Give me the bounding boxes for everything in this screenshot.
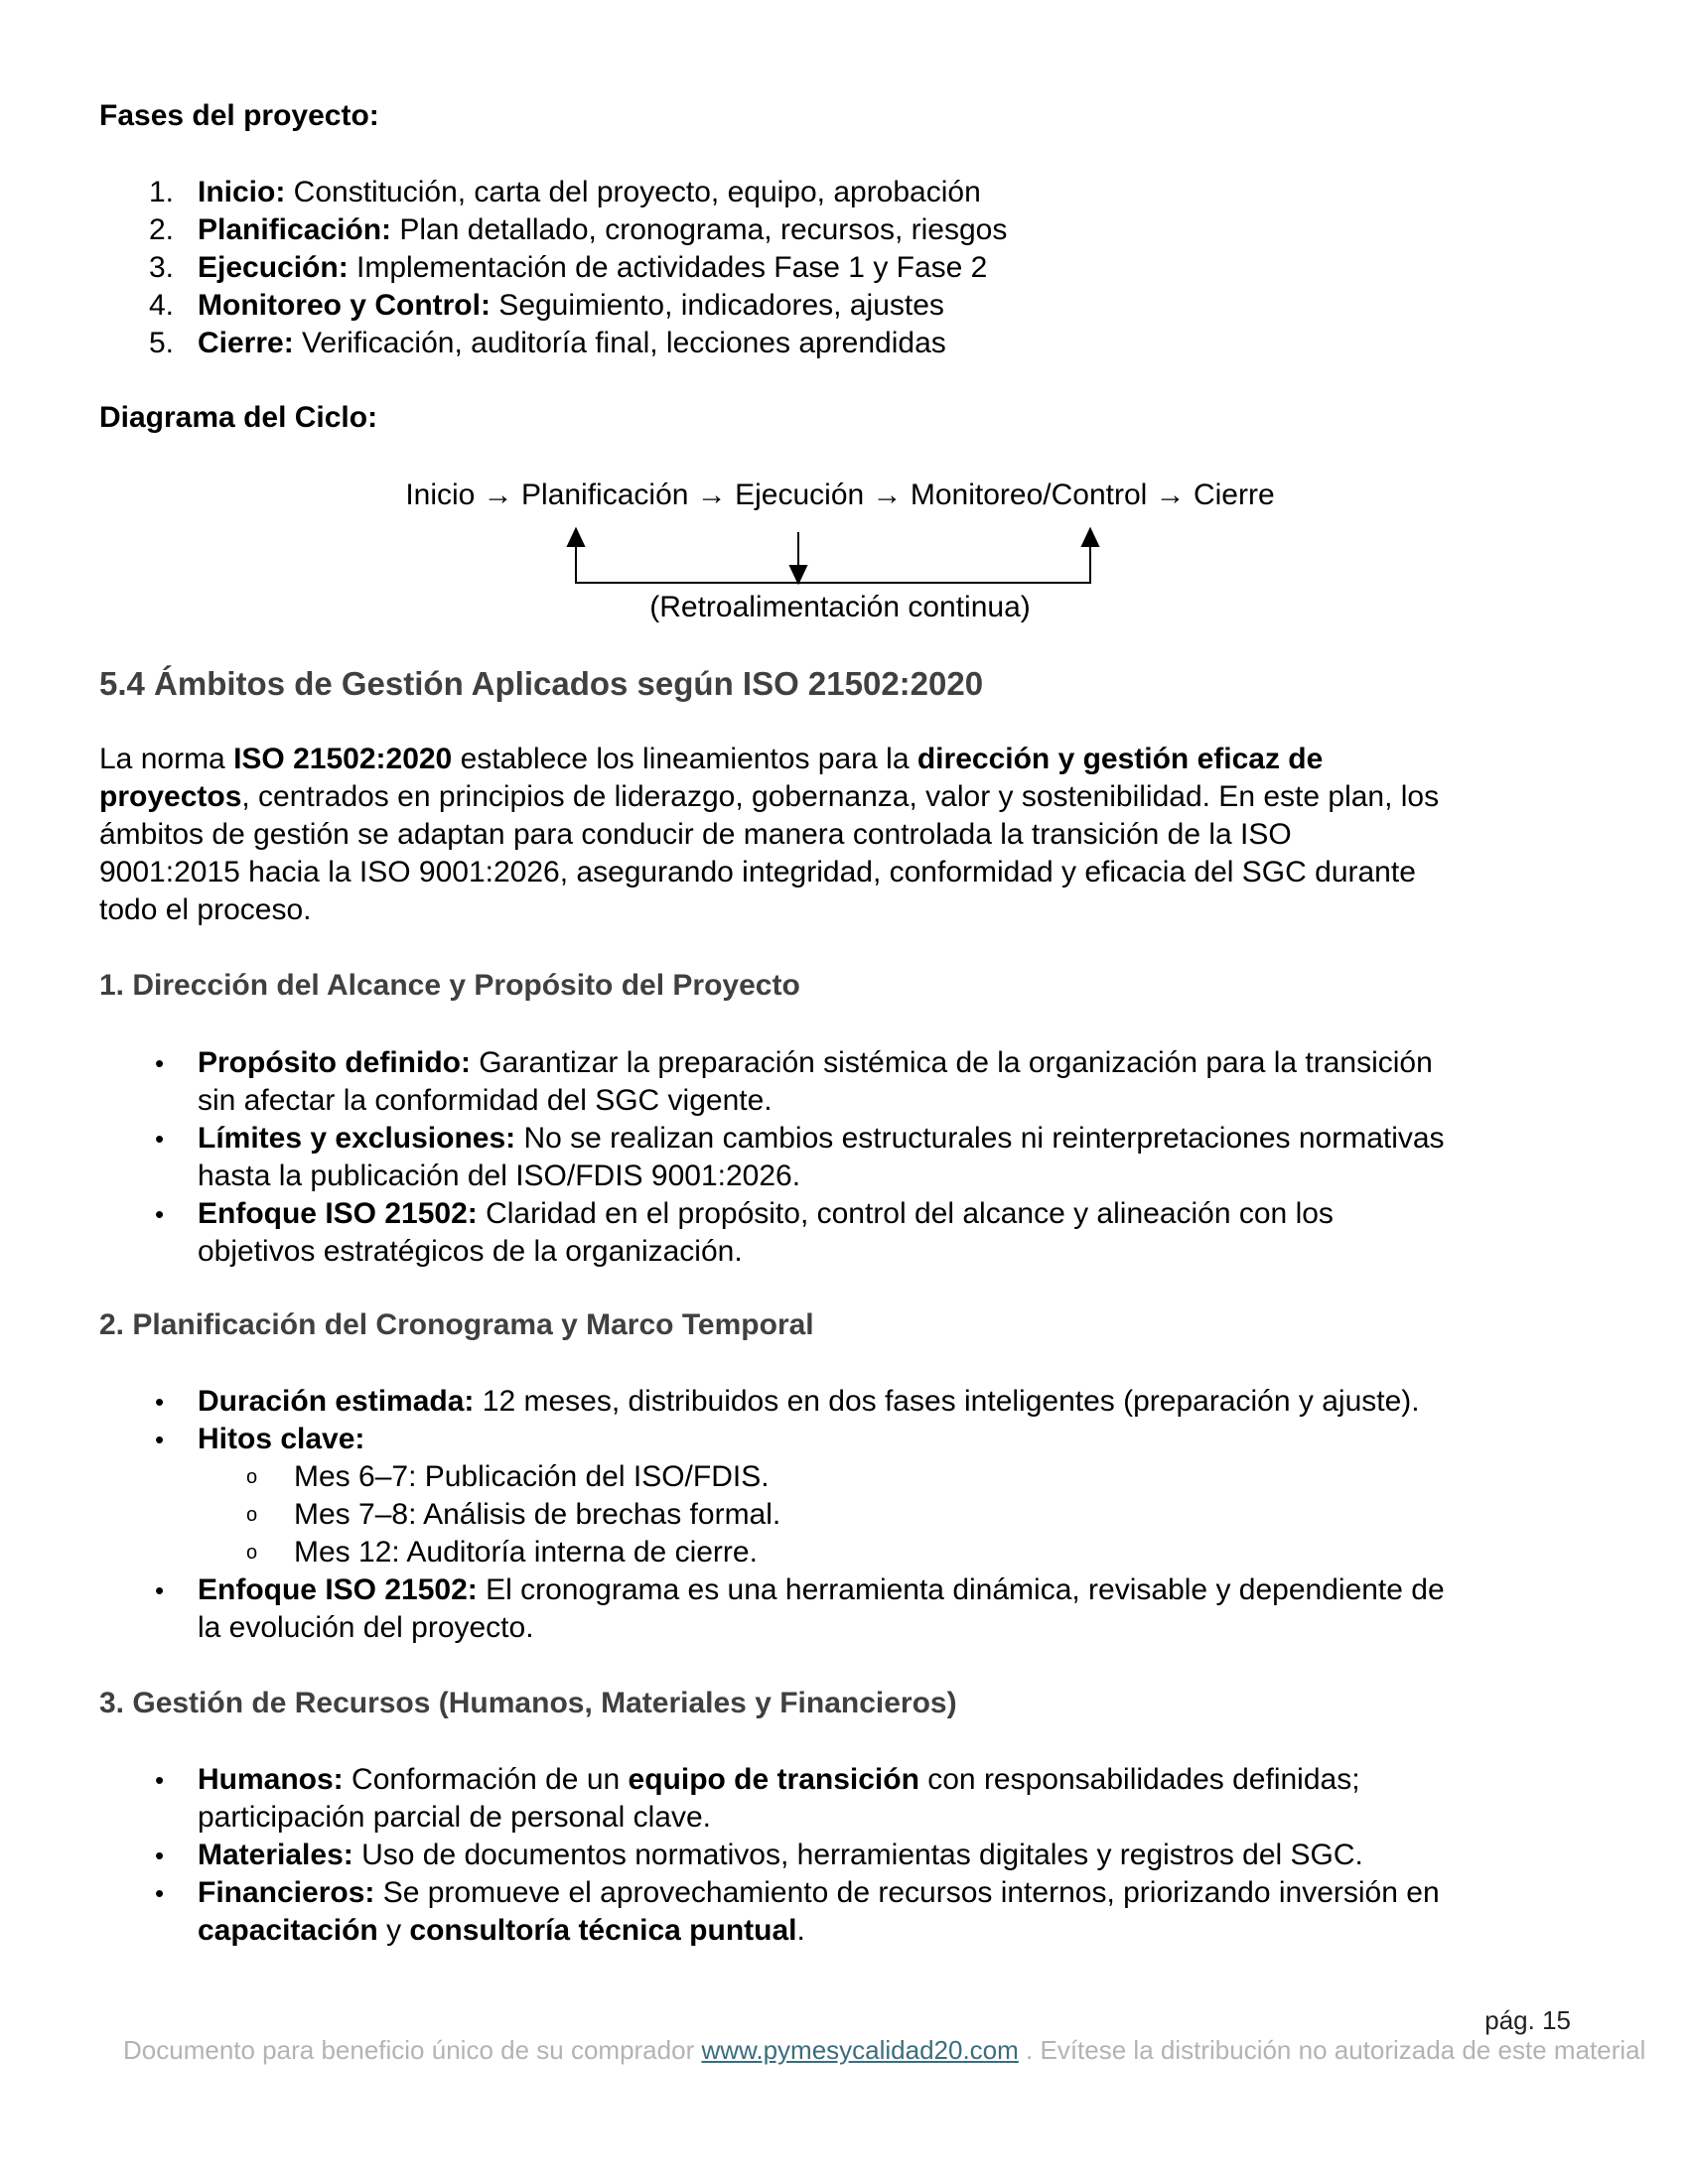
arrow-up-icon xyxy=(1082,529,1098,546)
circle-bullet-icon: o xyxy=(246,1504,258,1526)
arrow-up-icon xyxy=(568,529,584,546)
phase-label: Ejecución: xyxy=(198,251,349,284)
arrow-down-icon xyxy=(790,566,806,583)
list-item-continuation: capacitación y consultoría técnica puntual. xyxy=(198,1914,805,1947)
phase-label: Inicio: xyxy=(198,176,286,208)
circle-bullet-icon: o xyxy=(246,1542,258,1564)
phase-label: Monitoreo y Control: xyxy=(198,289,491,322)
bullet-icon: • xyxy=(155,1425,165,1454)
milestone-item: o Mes 12: Auditoría interna de cierre. xyxy=(0,1534,1688,1571)
phase-number: 3. xyxy=(149,251,175,284)
list-item: • Duración estimada: 12 meses, distribuidos en dos fases inteligentes (preparación y ajuste). xyxy=(0,1383,1688,1421)
section-heading: 5.4 Ámbitos de Gestión Aplicados según ISO 21502:2020 xyxy=(99,665,984,702)
list-item-continuation: sin afectar la conformidad del SGC vigente. xyxy=(198,1084,773,1117)
list-item: • Materiales: Uso de documentos normativos, herramientas digitales y registros del SGC. xyxy=(0,1837,1688,1874)
phase-label: Planificación: xyxy=(198,213,392,246)
cycle-heading: Diagrama del Ciclo: xyxy=(99,401,378,434)
phase-text: Implementación de actividades Fase 1 y Fase 2 xyxy=(348,251,988,284)
subsection-heading-scope: 1. Dirección del Alcance y Propósito del Proyecto xyxy=(99,969,800,1002)
bullet-icon: • xyxy=(155,1878,165,1908)
milestone-item: o Mes 6–7: Publicación del ISO/FDIS. xyxy=(0,1458,1688,1496)
bullet-icon: • xyxy=(155,1575,165,1605)
list-item-continuation: hasta la publicación del ISO/FDIS 9001:2026. xyxy=(198,1160,801,1192)
phase-text: Constitución, carta del proyecto, equipo, aprobación xyxy=(285,176,981,208)
phase-text: Seguimiento, indicadores, ajustes xyxy=(490,289,944,322)
list-item: • Humanos: Conformación de un equipo de transición con responsabilidades definidas; xyxy=(0,1761,1688,1799)
bullet-icon: • xyxy=(155,1387,165,1417)
circle-bullet-icon: o xyxy=(246,1466,258,1488)
section-intro-paragraph: La norma ISO 21502:2020 establece los lineamientos para la dirección y gestión eficaz de proyectos, centrados en principios de liderazgo, gobernanza, valor y sostenibilidad. En este plan, los ámbitos de gestión se adaptan para conducir de manera controlada la transición de la ISO 9001:2015 hacia la ISO 9001:2026, asegurando integridad, conformidad y eficacia del SGC durante todo el proceso. xyxy=(99,743,1440,926)
list-item-continuation: la evolución del proyecto. xyxy=(198,1611,534,1644)
list-item: • Enfoque ISO 21502: Claridad en el propósito, control del alcance y alineación con los xyxy=(0,1195,1688,1233)
list-item: • Enfoque ISO 21502: El cronograma es una herramienta dinámica, revisable y dependiente de xyxy=(0,1571,1688,1609)
list-item: • Límites y exclusiones: No se realizan cambios estructurales ni reinterpretaciones normativas xyxy=(0,1120,1688,1158)
list-item-continuation: participación parcial de personal clave. xyxy=(198,1801,711,1834)
bullet-icon: • xyxy=(155,1048,165,1078)
phase-number: 1. xyxy=(149,176,175,208)
list-item: • Financieros: Se promueve el aprovechamiento de recursos internos, priorizando inversión en xyxy=(0,1874,1688,1912)
milestone-item: o Mes 7–8: Análisis de brechas formal. xyxy=(0,1496,1688,1534)
phase-label: Cierre: xyxy=(198,327,294,359)
list-item: • Hitos clave: xyxy=(0,1421,1688,1458)
page-number: pág. 15 xyxy=(1484,2005,1571,2035)
bullet-icon: • xyxy=(155,1199,165,1229)
footer-notice: Documento para beneficio único de su comprador www.pymesycalidad20.com . Evítese la distribución no autorizada de este material xyxy=(123,2035,1646,2065)
phase-text: Verificación, auditoría final, lecciones aprendidas xyxy=(293,327,946,359)
list-item-continuation: objetivos estratégicos de la organización. xyxy=(198,1235,743,1268)
bullet-icon: • xyxy=(155,1124,165,1154)
cycle-feedback-label: (Retroalimentación continua) xyxy=(649,591,1031,623)
phase-number: 2. xyxy=(149,213,175,246)
subsection-heading-schedule: 2. Planificación del Cronograma y Marco Temporal xyxy=(99,1308,814,1341)
cycle-flow-text: Inicio → Planificación → Ejecución → Monitoreo/Control → Cierre xyxy=(405,478,1275,511)
phases-heading: Fases del proyecto: xyxy=(99,99,379,132)
list-item: • Propósito definido: Garantizar la preparación sistémica de la organización para la transición xyxy=(0,1044,1688,1082)
subsection-heading-resources: 3. Gestión de Recursos (Humanos, Materiales y Financieros) xyxy=(99,1687,957,1719)
bullet-icon: • xyxy=(155,1841,165,1870)
bullet-icon: • xyxy=(155,1765,165,1795)
footer-website-link[interactable]: www.pymesycalidad20.com xyxy=(701,2035,1019,2065)
phase-number: 5. xyxy=(149,327,175,359)
phase-number: 4. xyxy=(149,289,175,322)
phase-text: Plan detallado, cronograma, recursos, riesgos xyxy=(391,213,1008,246)
